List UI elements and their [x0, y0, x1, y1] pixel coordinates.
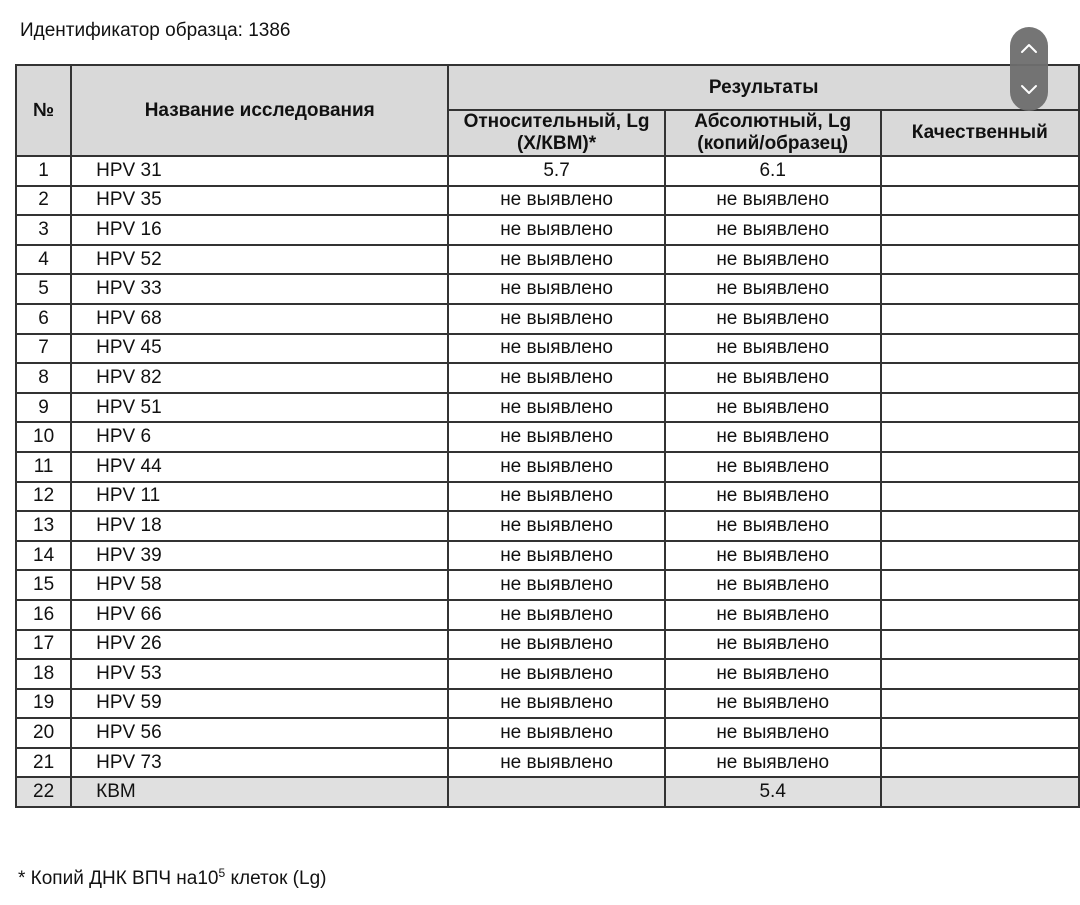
cell-absolute: не выявлено	[665, 511, 881, 541]
cell-relative: не выявлено	[448, 215, 664, 245]
cell-test-name: HPV 31	[71, 156, 448, 186]
cell-number: 21	[16, 748, 71, 778]
cell-qualitative	[881, 541, 1079, 571]
header-qualitative: Качественный	[881, 110, 1079, 156]
cell-relative: не выявлено	[448, 363, 664, 393]
cell-absolute: не выявлено	[665, 659, 881, 689]
cell-number: 6	[16, 304, 71, 334]
cell-test-name: HPV 56	[71, 718, 448, 748]
cell-qualitative	[881, 245, 1079, 275]
sample-id-label: Идентификатор образца: 1386	[20, 20, 291, 41]
cell-number: 19	[16, 689, 71, 719]
cell-number: 7	[16, 334, 71, 364]
cell-number: 3	[16, 215, 71, 245]
cell-relative: 5.7	[448, 156, 664, 186]
cell-test-name: HPV 82	[71, 363, 448, 393]
cell-qualitative	[881, 363, 1079, 393]
cell-qualitative	[881, 482, 1079, 512]
cell-absolute: не выявлено	[665, 630, 881, 660]
cell-test-name: HPV 6	[71, 422, 448, 452]
cell-number: 11	[16, 452, 71, 482]
cell-test-name: HPV 33	[71, 274, 448, 304]
cell-relative: не выявлено	[448, 245, 664, 275]
table-row	[16, 748, 1079, 778]
cell-relative: не выявлено	[448, 452, 664, 482]
cell-absolute: 5.4	[665, 777, 881, 807]
header-relative: Относительный, Lg (X/КВМ)*	[448, 110, 664, 156]
chevron-up-icon	[1020, 42, 1038, 54]
chevron-down-icon	[1020, 84, 1038, 96]
cell-relative: не выявлено	[448, 659, 664, 689]
footnote-exponent: 5	[218, 866, 226, 880]
cell-test-name: HPV 45	[71, 334, 448, 364]
cell-qualitative	[881, 215, 1079, 245]
cell-qualitative	[881, 156, 1079, 186]
scroll-down-button[interactable]	[1010, 69, 1048, 111]
cell-qualitative	[881, 600, 1079, 630]
table-row	[16, 363, 1079, 393]
cell-qualitative	[881, 334, 1079, 364]
table-row	[16, 156, 1079, 186]
cell-relative: не выявлено	[448, 689, 664, 719]
cell-relative: не выявлено	[448, 274, 664, 304]
table-row	[16, 215, 1079, 245]
cell-qualitative	[881, 630, 1079, 660]
header-absolute: Абсолютный, Lg (копий/образец)	[665, 110, 881, 156]
cell-test-name: HPV 18	[71, 511, 448, 541]
cell-number: 12	[16, 482, 71, 512]
cell-number: 10	[16, 422, 71, 452]
cell-number: 8	[16, 363, 71, 393]
cell-number: 22	[16, 777, 71, 807]
cell-qualitative	[881, 777, 1079, 807]
cell-test-name: HPV 44	[71, 452, 448, 482]
cell-number: 20	[16, 718, 71, 748]
table-row	[16, 422, 1079, 452]
cell-relative: не выявлено	[448, 511, 664, 541]
header-results: Результаты	[448, 65, 1079, 110]
header-number: №	[16, 65, 71, 156]
table-row	[16, 304, 1079, 334]
cell-absolute: не выявлено	[665, 718, 881, 748]
cell-number: 2	[16, 186, 71, 216]
table-row	[16, 570, 1079, 600]
table-row	[16, 659, 1079, 689]
cell-absolute: не выявлено	[665, 689, 881, 719]
cell-test-name: HPV 26	[71, 630, 448, 660]
cell-qualitative	[881, 718, 1079, 748]
cell-absolute: не выявлено	[665, 452, 881, 482]
cell-qualitative	[881, 570, 1079, 600]
cell-test-name: HPV 51	[71, 393, 448, 423]
cell-test-name: HPV 66	[71, 600, 448, 630]
scroll-control	[1010, 27, 1048, 111]
cell-relative: не выявлено	[448, 334, 664, 364]
footnote-prefix: * Копий ДНК ВПЧ на10	[18, 868, 219, 889]
cell-absolute: не выявлено	[665, 363, 881, 393]
cell-number: 14	[16, 541, 71, 571]
cell-test-name: HPV 59	[71, 689, 448, 719]
cell-absolute: не выявлено	[665, 541, 881, 571]
cell-absolute: не выявлено	[665, 748, 881, 778]
cell-relative: не выявлено	[448, 718, 664, 748]
cell-qualitative	[881, 511, 1079, 541]
cell-relative: не выявлено	[448, 600, 664, 630]
table-row	[16, 186, 1079, 216]
cell-absolute: не выявлено	[665, 422, 881, 452]
cell-relative	[448, 777, 664, 807]
cell-qualitative	[881, 186, 1079, 216]
cell-number: 4	[16, 245, 71, 275]
cell-absolute: не выявлено	[665, 274, 881, 304]
table-row	[16, 600, 1079, 630]
cell-qualitative	[881, 748, 1079, 778]
table-row	[16, 393, 1079, 423]
cell-qualitative	[881, 304, 1079, 334]
table-row	[16, 511, 1079, 541]
table-row	[16, 718, 1079, 748]
cell-number: 15	[16, 570, 71, 600]
cell-test-name: HPV 68	[71, 304, 448, 334]
cell-number: 9	[16, 393, 71, 423]
cell-number: 17	[16, 630, 71, 660]
cell-test-name: HPV 35	[71, 186, 448, 216]
cell-test-name: HPV 53	[71, 659, 448, 689]
cell-qualitative	[881, 393, 1079, 423]
cell-relative: не выявлено	[448, 630, 664, 660]
cell-test-name: HPV 11	[71, 482, 448, 512]
cell-qualitative	[881, 659, 1079, 689]
header-test-name: Название исследования	[71, 65, 448, 156]
cell-absolute: не выявлено	[665, 482, 881, 512]
cell-absolute: не выявлено	[665, 215, 881, 245]
table-row	[16, 482, 1079, 512]
cell-absolute: не выявлено	[665, 393, 881, 423]
cell-absolute: не выявлено	[665, 570, 881, 600]
table-row	[16, 452, 1079, 482]
cell-relative: не выявлено	[448, 304, 664, 334]
table-row	[16, 541, 1079, 571]
cell-number: 16	[16, 600, 71, 630]
table-row	[16, 630, 1079, 660]
table-row	[16, 245, 1079, 275]
cell-qualitative	[881, 689, 1079, 719]
cell-absolute: не выявлено	[665, 334, 881, 364]
cell-qualitative	[881, 452, 1079, 482]
cell-test-name: HPV 39	[71, 541, 448, 571]
cell-relative: не выявлено	[448, 422, 664, 452]
cell-absolute: не выявлено	[665, 304, 881, 334]
cell-relative: не выявлено	[448, 482, 664, 512]
cell-test-name: HPV 52	[71, 245, 448, 275]
cell-absolute: не выявлено	[665, 245, 881, 275]
table-row	[16, 274, 1079, 304]
cell-test-name: HPV 73	[71, 748, 448, 778]
cell-absolute: 6.1	[665, 156, 881, 186]
cell-relative: не выявлено	[448, 393, 664, 423]
cell-number: 13	[16, 511, 71, 541]
table-row	[16, 334, 1079, 364]
cell-test-name: HPV 58	[71, 570, 448, 600]
table-body	[16, 156, 1079, 807]
results-table	[15, 64, 1080, 808]
cell-test-name: HPV 16	[71, 215, 448, 245]
cell-relative: не выявлено	[448, 186, 664, 216]
cell-qualitative	[881, 422, 1079, 452]
cell-absolute: не выявлено	[665, 186, 881, 216]
cell-relative: не выявлено	[448, 748, 664, 778]
cell-qualitative	[881, 274, 1079, 304]
table-row	[16, 689, 1079, 719]
cell-number: 5	[16, 274, 71, 304]
cell-number: 18	[16, 659, 71, 689]
scroll-up-button[interactable]	[1010, 27, 1048, 69]
cell-number: 1	[16, 156, 71, 186]
cell-absolute: не выявлено	[665, 600, 881, 630]
cell-relative: не выявлено	[448, 570, 664, 600]
footnote	[18, 866, 326, 892]
cell-relative: не выявлено	[448, 541, 664, 571]
footnote-suffix: клеток (Lg)	[225, 868, 327, 889]
cell-test-name: КВМ	[71, 777, 448, 807]
table-row-kvm	[16, 777, 1079, 807]
